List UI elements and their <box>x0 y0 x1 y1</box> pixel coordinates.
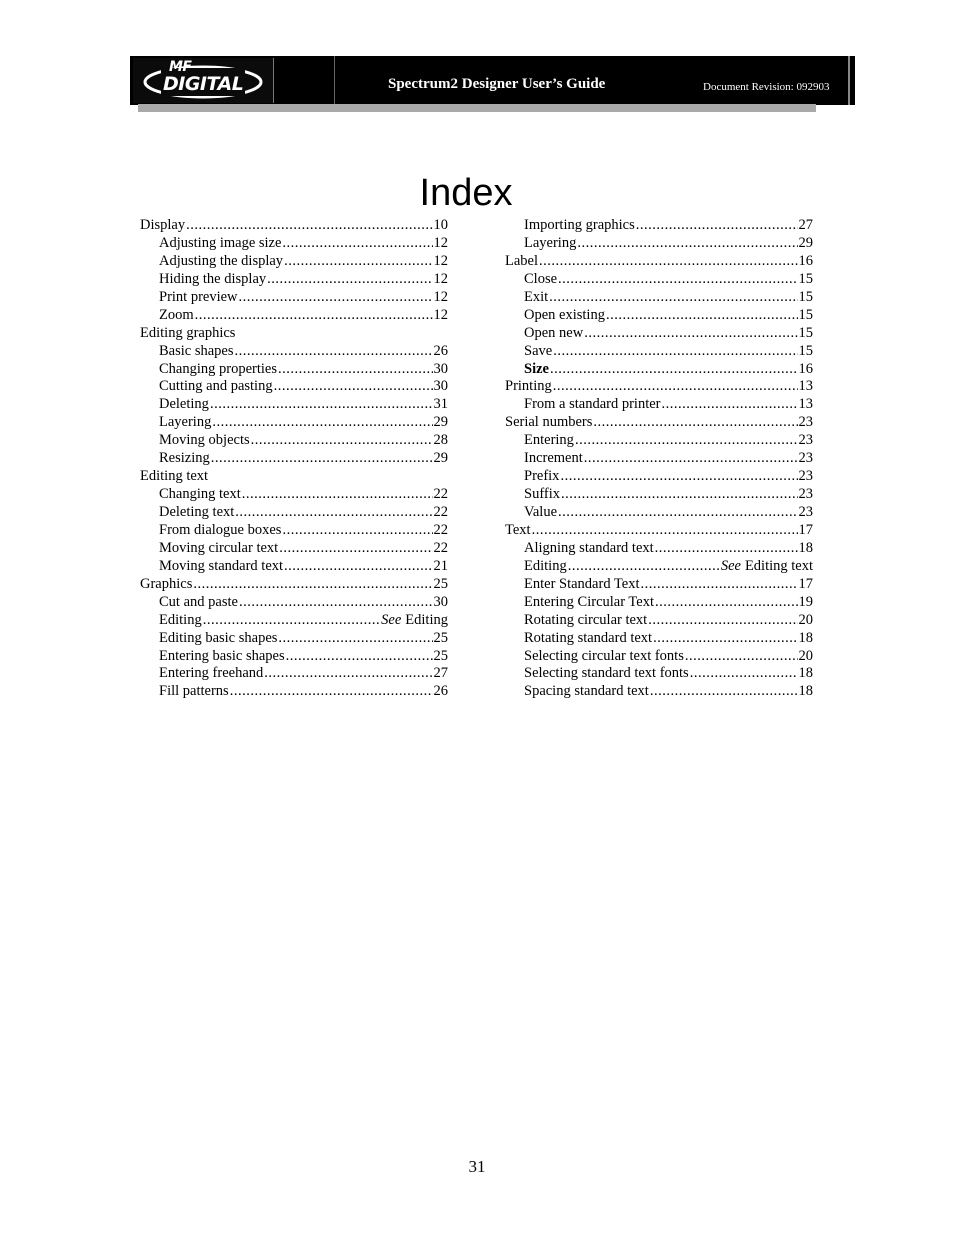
dot-leader <box>655 540 798 558</box>
index-entry <box>140 576 448 594</box>
entry-label: Editing <box>159 611 202 628</box>
entry-label: Open existing <box>524 306 605 323</box>
index-column-left <box>140 217 448 701</box>
index-subentry <box>140 361 448 379</box>
header-divider <box>334 56 335 105</box>
entry-label: Hiding the display <box>159 270 267 287</box>
index-subentry <box>505 576 813 594</box>
entry-page-number: 15 <box>798 342 813 359</box>
entry-page-number: 10 <box>433 217 448 233</box>
index-subentry <box>505 289 813 307</box>
header-right-bar <box>848 56 850 105</box>
index-entry <box>140 217 448 235</box>
entry-label: Deleting text <box>159 504 235 520</box>
entry-page-number: 19 <box>798 593 813 610</box>
dot-leader <box>279 540 432 558</box>
entry-page-number: 30 <box>433 593 448 610</box>
index-subentry <box>505 594 813 612</box>
dot-leader <box>235 504 432 522</box>
dot-leader <box>282 235 432 253</box>
index-subentry <box>505 325 813 343</box>
entry-page-number: 18 <box>798 539 813 556</box>
dot-leader <box>193 576 432 594</box>
dot-leader <box>648 612 797 630</box>
entry-label: From a standard printer <box>524 396 661 413</box>
dot-leader <box>575 432 798 450</box>
dot-leader <box>641 576 798 594</box>
dot-leader <box>264 665 432 683</box>
dot-leader <box>286 648 433 666</box>
entry-page-number: 25 <box>433 647 448 664</box>
entry-label: Importing graphics <box>524 217 635 233</box>
dot-leader <box>267 271 432 289</box>
entry-page-number: 18 <box>798 665 813 682</box>
dot-leader <box>235 343 433 361</box>
index-subentry <box>505 648 813 666</box>
index-subentry <box>505 486 813 504</box>
entry-label: Moving objects <box>159 432 250 449</box>
entry-page-number: 23 <box>798 486 813 503</box>
entry-label: Serial numbers <box>505 414 593 431</box>
entry-page-number: 25 <box>433 575 448 592</box>
dot-leader <box>593 414 797 432</box>
entry-label: Size <box>524 360 549 377</box>
dot-leader <box>577 235 797 253</box>
entry-label: Resizing <box>159 450 210 467</box>
see-reference: See <box>381 611 402 628</box>
entry-page-number: 22 <box>433 486 448 503</box>
entry-page-number: 31 <box>433 396 448 413</box>
dot-leader <box>553 343 797 361</box>
entry-label: Open new <box>524 324 584 341</box>
logo-text-digital: DIGITAL <box>163 73 244 95</box>
entry-label: Moving standard text <box>159 557 284 574</box>
entry-page-number: 15 <box>798 306 813 323</box>
entry-label: Print preview <box>159 288 238 305</box>
entry-page-number: 26 <box>433 342 448 359</box>
entry-page-number: 13 <box>798 378 813 395</box>
index-subentry <box>505 361 813 379</box>
page-number: 31 <box>468 1157 486 1176</box>
entry-page-number: Editing text <box>744 557 813 574</box>
index-subentry <box>140 235 448 253</box>
index-subentry <box>505 665 813 683</box>
entry-label: Graphics <box>140 575 193 592</box>
entry-label: Entering freehand <box>159 665 264 682</box>
dot-leader <box>212 414 432 432</box>
index-entry <box>140 468 448 486</box>
dot-leader <box>195 307 433 325</box>
entry-page-number: 29 <box>798 234 813 251</box>
index-subentry <box>505 432 813 450</box>
index-subentry <box>140 612 448 630</box>
entry-page-number: 23 <box>798 450 813 467</box>
page-title: Index <box>419 172 513 214</box>
entry-page-number: 26 <box>433 683 448 700</box>
entry-page-number: 23 <box>798 468 813 485</box>
index-subentry <box>140 396 448 414</box>
dot-leader <box>558 504 797 522</box>
entry-page-number: 21 <box>433 557 448 574</box>
dot-leader <box>230 683 433 701</box>
entry-label: Selecting standard text fonts <box>524 665 689 682</box>
entry-label: Close <box>524 270 558 287</box>
index-entry <box>140 325 448 343</box>
dot-leader <box>550 361 798 379</box>
dot-leader <box>532 522 798 540</box>
entry-page-number: 17 <box>798 575 813 592</box>
entry-label: Deleting <box>159 396 209 413</box>
entry-page-number: 23 <box>798 414 813 431</box>
index-subentry <box>505 683 813 701</box>
dot-leader <box>553 378 798 396</box>
entry-label: Display <box>140 217 186 233</box>
dot-leader <box>636 217 798 235</box>
entry-label: Layering <box>524 234 577 251</box>
entry-label: Entering basic shapes <box>159 647 285 664</box>
dot-leader <box>561 486 798 504</box>
dot-leader <box>186 217 432 235</box>
index-subentry <box>505 271 813 289</box>
entry-page-number: 20 <box>798 647 813 664</box>
entry-label: Basic shapes <box>159 342 234 359</box>
entry-page-number: 22 <box>433 504 448 520</box>
dot-leader <box>251 432 433 450</box>
entry-page-number: 17 <box>798 521 813 538</box>
entry-label: Printing <box>505 378 552 395</box>
dot-leader <box>284 558 432 576</box>
entry-label: Editing basic shapes <box>159 629 278 646</box>
dot-leader <box>690 665 798 683</box>
entry-page-number: 29 <box>433 414 448 431</box>
dot-leader <box>210 396 433 414</box>
index-entry <box>505 253 813 271</box>
index-subentry <box>140 504 448 522</box>
dot-leader <box>560 468 797 486</box>
index-subentry <box>140 414 448 432</box>
entry-page-number: 12 <box>433 270 448 287</box>
dot-leader <box>239 594 433 612</box>
entry-label: Spacing standard text <box>524 683 649 700</box>
entry-page-number: 20 <box>798 611 813 628</box>
entry-label: Prefix <box>524 468 560 485</box>
page-header <box>130 56 855 105</box>
entry-label: Cutting and pasting <box>159 378 273 395</box>
entry-label: Save <box>524 342 553 359</box>
entry-label: Cut and paste <box>159 593 238 610</box>
entry-page-number: 12 <box>433 306 448 323</box>
index-subentry <box>140 253 448 271</box>
entry-page-number: 29 <box>433 450 448 467</box>
index-subentry <box>505 450 813 468</box>
entry-page-number: 27 <box>433 665 448 682</box>
index-subentry <box>140 630 448 648</box>
index-subentry <box>140 648 448 666</box>
entry-page-number: 12 <box>433 234 448 251</box>
entry-label: Moving circular text <box>159 539 279 556</box>
dot-leader <box>239 289 433 307</box>
index-subentry <box>505 217 813 235</box>
entry-label: Suffix <box>524 486 560 503</box>
dot-leader <box>653 630 797 648</box>
index-subentry <box>140 486 448 504</box>
entry-page-number: 22 <box>433 521 448 538</box>
index-subentry <box>505 235 813 253</box>
entry-label: Label <box>505 252 539 269</box>
entry-label: Increment <box>524 450 583 467</box>
entry-label: Entering <box>524 432 574 449</box>
index-subentry <box>140 594 448 612</box>
entry-page-number: Editing <box>405 611 448 628</box>
index-subentry <box>505 343 813 361</box>
dot-leader <box>685 648 798 666</box>
entry-page-number: 30 <box>433 378 448 395</box>
entry-label: Editing <box>524 557 567 574</box>
index-subentry <box>505 540 813 558</box>
index-subentry <box>505 504 813 522</box>
dot-leader <box>558 271 797 289</box>
dot-leader <box>242 486 433 504</box>
dot-leader <box>584 325 797 343</box>
entry-page-number: 16 <box>798 360 813 377</box>
dot-leader <box>549 289 797 307</box>
entry-label: Editing text <box>140 468 209 485</box>
document-title: Spectrum2 Designer User’s Guide <box>388 76 606 92</box>
entry-label: Adjusting the display <box>159 252 284 269</box>
dot-leader <box>211 450 433 468</box>
entry-page-number: 28 <box>433 432 448 449</box>
index-subentry <box>140 271 448 289</box>
entry-page-number: 18 <box>798 629 813 646</box>
dot-leader <box>650 683 798 701</box>
entry-label: Zoom <box>159 306 194 323</box>
dot-leader <box>655 594 798 612</box>
entry-page-number: 23 <box>798 432 813 449</box>
index-subentry <box>505 558 813 576</box>
dot-leader <box>203 612 380 630</box>
index-subentry <box>140 558 448 576</box>
entry-page-number: 16 <box>798 252 813 269</box>
dot-leader <box>539 253 797 271</box>
entry-page-number: 15 <box>798 288 813 305</box>
entry-label: Enter Standard Text <box>524 575 640 592</box>
index-subentry <box>140 307 448 325</box>
entry-label: Changing text <box>159 486 241 503</box>
dot-leader <box>284 253 432 271</box>
dot-leader <box>282 522 432 540</box>
entry-label: Selecting circular text fonts <box>524 647 684 664</box>
index-subentry <box>140 432 448 450</box>
mf-digital-logo <box>133 58 274 103</box>
entry-label: Exit <box>524 288 549 305</box>
logo-text-mf: MF <box>169 59 192 75</box>
document-revision: Document Revision: 092903 <box>703 81 830 93</box>
entry-label: Adjusting image size <box>159 234 282 251</box>
entry-page-number: 15 <box>798 324 813 341</box>
index-subentry <box>140 450 448 468</box>
index-subentry <box>505 307 813 325</box>
index-subentry <box>505 468 813 486</box>
index-subentry <box>140 665 448 683</box>
entry-page-number: 12 <box>433 252 448 269</box>
index-subentry <box>140 289 448 307</box>
entry-page-number: 12 <box>433 288 448 305</box>
entry-label: Aligning standard text <box>524 539 654 556</box>
entry-label: Changing properties <box>159 360 277 377</box>
dot-leader <box>278 630 432 648</box>
entry-label: From dialogue boxes <box>159 521 282 538</box>
dot-leader <box>606 307 798 325</box>
index-entry <box>505 522 813 540</box>
entry-label: Editing graphics <box>140 324 236 341</box>
dot-leader <box>584 450 798 468</box>
dot-leader <box>662 396 798 414</box>
header-shadow <box>138 104 816 112</box>
entry-label: Fill patterns <box>159 683 229 700</box>
entry-label: Value <box>524 504 558 520</box>
entry-page-number: 23 <box>798 504 813 520</box>
entry-page-number: 22 <box>433 539 448 556</box>
entry-label: Text <box>505 521 531 538</box>
entry-page-number: 13 <box>798 396 813 413</box>
index-subentry <box>140 378 448 396</box>
index-subentry <box>505 396 813 414</box>
index-subentry <box>140 522 448 540</box>
index-subentry <box>140 540 448 558</box>
entry-page-number: 25 <box>433 629 448 646</box>
entry-page-number: 30 <box>433 360 448 377</box>
entry-label: Entering Circular Text <box>524 593 654 610</box>
dot-leader <box>274 378 433 396</box>
index-subentry <box>140 683 448 701</box>
see-reference: See <box>720 557 741 574</box>
entry-page-number: 15 <box>798 270 813 287</box>
index-column-right <box>505 217 813 701</box>
dot-leader <box>278 361 433 379</box>
entry-page-number: 27 <box>798 217 813 233</box>
dot-leader <box>568 558 720 576</box>
entry-label: Layering <box>159 414 212 431</box>
entry-page-number: 18 <box>798 683 813 700</box>
index-subentry <box>505 612 813 630</box>
entry-label: Rotating circular text <box>524 611 648 628</box>
index-subentry <box>505 630 813 648</box>
entry-label: Rotating standard text <box>524 629 653 646</box>
index-entry <box>505 414 813 432</box>
index-subentry <box>140 343 448 361</box>
index-entry <box>505 378 813 396</box>
